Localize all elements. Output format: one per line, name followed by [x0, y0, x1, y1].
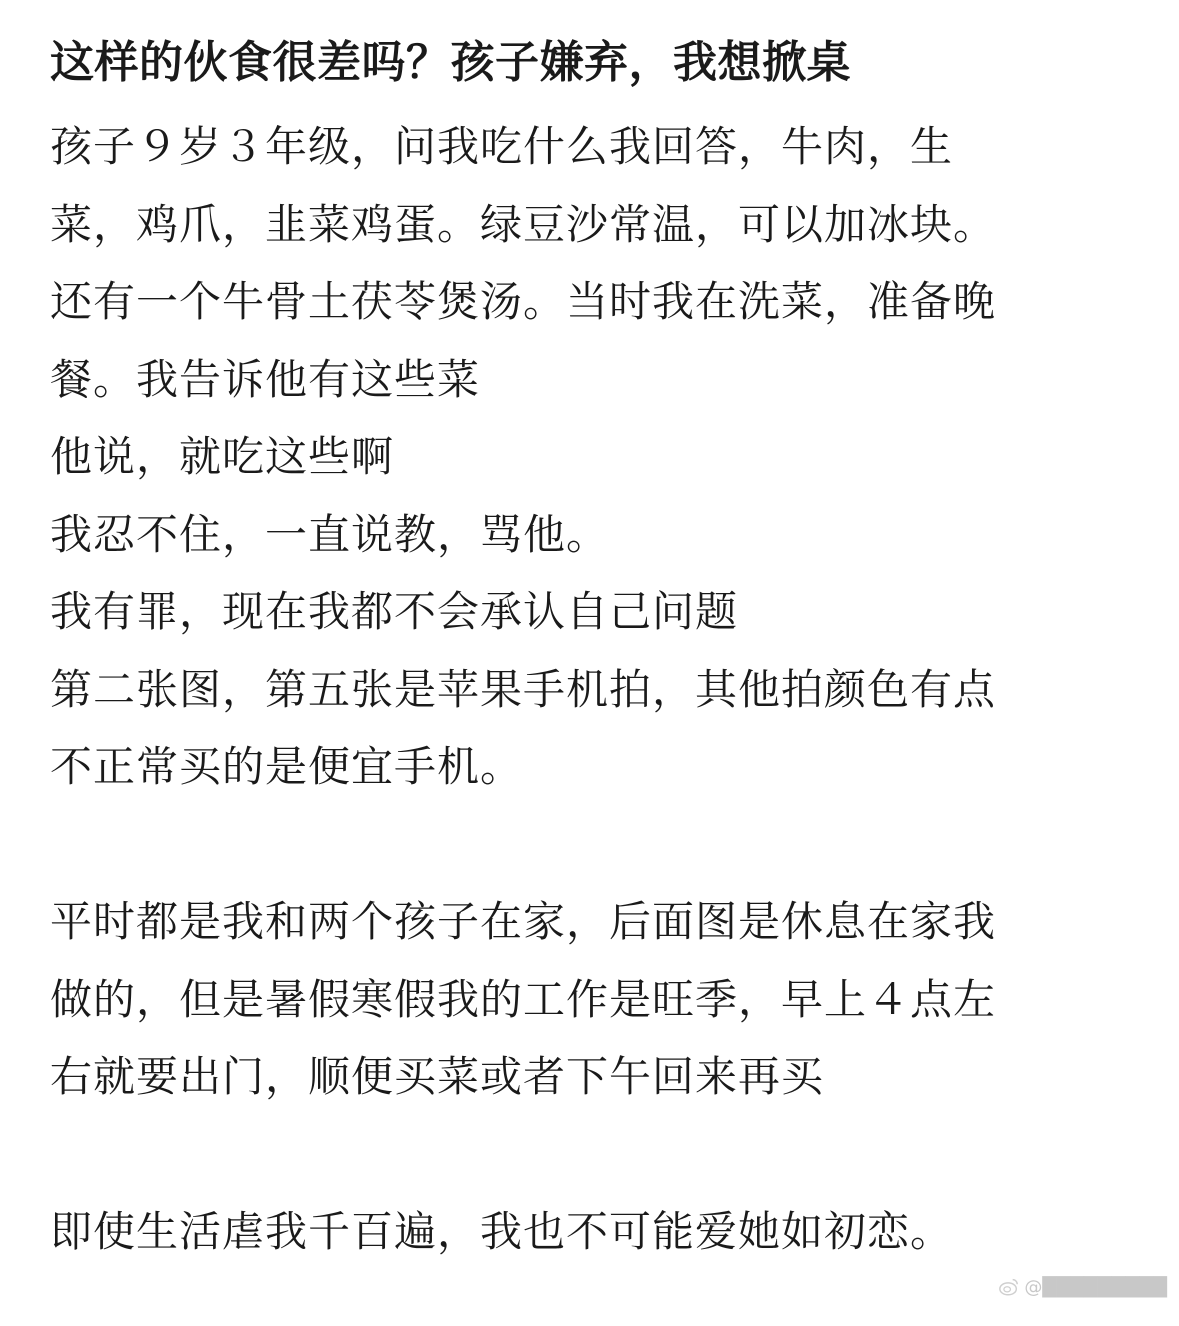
post	[50, 30, 1140, 1271]
post-title: 这样的伙食很差吗？孩子嫌弃，我想掀桌	[50, 37, 851, 88]
body-line: 第二张图，第五张是苹果手机拍，其他拍颜色有点	[50, 664, 997, 714]
post-body	[50, 108, 1140, 1271]
body-line: 孩子９岁３年级，问我吃什么我回答，牛肉，生	[50, 122, 954, 171]
paragraph-2	[50, 883, 1140, 1116]
body-line: 餐。我告诉他有这些菜	[50, 354, 481, 404]
body-line: 即使生活虐我千百遍，我也不可能爱她如初恋。	[50, 1207, 954, 1256]
watermark	[998, 1276, 1167, 1298]
paragraph-3	[50, 1193, 1140, 1271]
body-line: 菜，鸡爪，韭菜鸡蛋。绿豆沙常温，可以加冰块。	[50, 199, 997, 249]
paragraph-gap	[50, 806, 1140, 884]
watermark-text: @█████████	[1024, 1276, 1167, 1298]
body-line: 平时都是我和两个孩子在家，后面图是休息在家我	[50, 897, 997, 946]
body-line: 不正常买的是便宜手机。	[50, 742, 524, 791]
body-line: 我忍不住，一直说教，骂他。	[50, 509, 610, 559]
paragraph-1	[50, 108, 1140, 806]
body-line: 还有一个牛骨土茯苓煲汤。当时我在洗菜，准备晚	[50, 277, 997, 326]
weibo-icon	[998, 1276, 1020, 1298]
body-line: 右就要出门，顺便买菜或者下午回来再买	[50, 1052, 825, 1101]
body-line: 他说，就吃这些啊	[50, 432, 395, 481]
body-line: 我有罪，现在我都不会承认自己问题	[50, 587, 739, 636]
body-line: 做的，但是暑假寒假我的工作是旺季，早上４点左	[50, 974, 997, 1024]
paragraph-gap	[50, 1116, 1140, 1194]
